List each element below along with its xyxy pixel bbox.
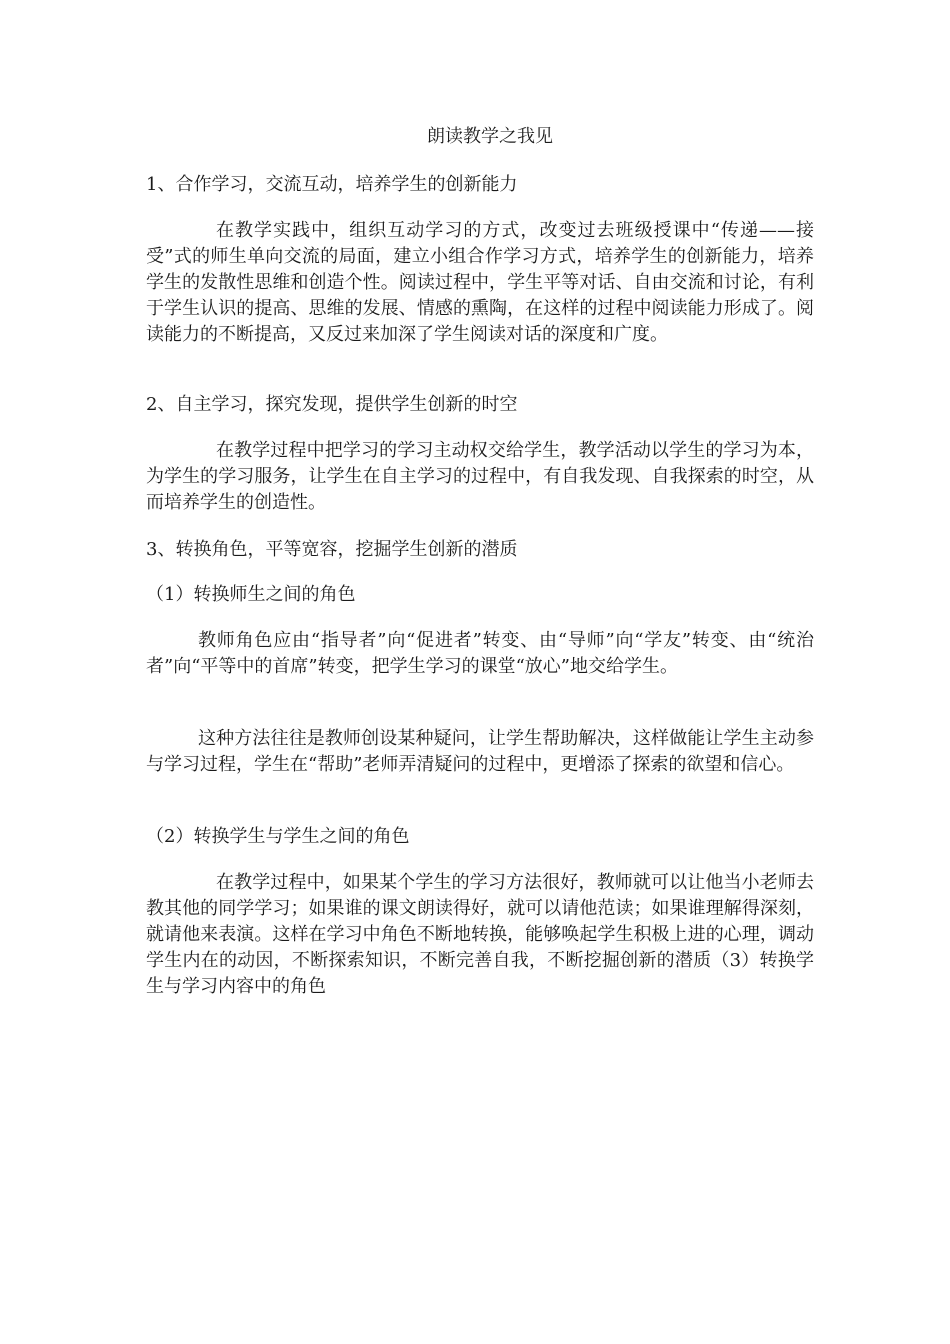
- section-2-paragraph: 在教学过程中把学习的学习主动权交给学生，教学活动以学生的学习为本，为学生的学习服务，让学生在自主学习的过程中，有自我发现、自我探索的时空，从而培养学生的创造性。: [146, 440, 814, 513]
- section-3-sub-2: （2）转换学生与学生之间的角色: [146, 826, 410, 847]
- section-3-heading: 3、转换角色，平等宽容，挖掘学生创新的潜质: [146, 539, 518, 560]
- section-2-heading: 2、自主学习，探究发现，提供学生创新的时空: [146, 394, 518, 415]
- section-1-heading: 1、合作学习，交流互动，培养学生的创新能力: [146, 174, 518, 195]
- section-3-paragraph-3: 在教学过程中，如果某个学生的学习方法很好，教师就可以让他当小老师去教其他的同学学习；如果谁的课文朗读得好，就可以请他范读；如果谁理解得深刻，就请他来表演。这样在学习中角色不断地转换，能够唤起学生积极上进的心理，调动学生内在的动因，不断探索知识，不断完善自我，不断挖掘创新的潜质（3）转换学生与学习内容中的角色: [146, 872, 814, 997]
- section-3-paragraph-2: 这种方法往往是教师创设某种疑问，让学生帮助解决，这样做能让学生主动参与学习过程，学生在“帮助”老师弄清疑问的过程中，更增添了探索的欲望和信心。: [146, 728, 814, 775]
- document-title: 朗读教学之我见: [427, 126, 553, 147]
- section-3-paragraph-1: 教师角色应由“指导者”向“促进者”转变、由“导师”向“学友”转变、由“统治者”向“平等中的首席”转变，把学生学习的课堂“放心”地交给学生。: [146, 630, 814, 677]
- section-3-sub-1: （1）转换师生之间的角色: [146, 584, 356, 605]
- section-1-paragraph: 在教学实践中，组织互动学习的方式，改变过去班级授课中“传递——接受”式的师生单向交流的局面，建立小组合作学习方式，培养学生的创新能力，培养学生的发散性思维和创造个性。阅读过程中，学生平等对话、自由交流和讨论，有利于学生认识的提高、思维的发展、情感的熏陶，在这样的过程中阅读能力形成了。阅读能力的不断提高，又反过来加深了学生阅读对话的深度和广度。: [146, 220, 814, 345]
